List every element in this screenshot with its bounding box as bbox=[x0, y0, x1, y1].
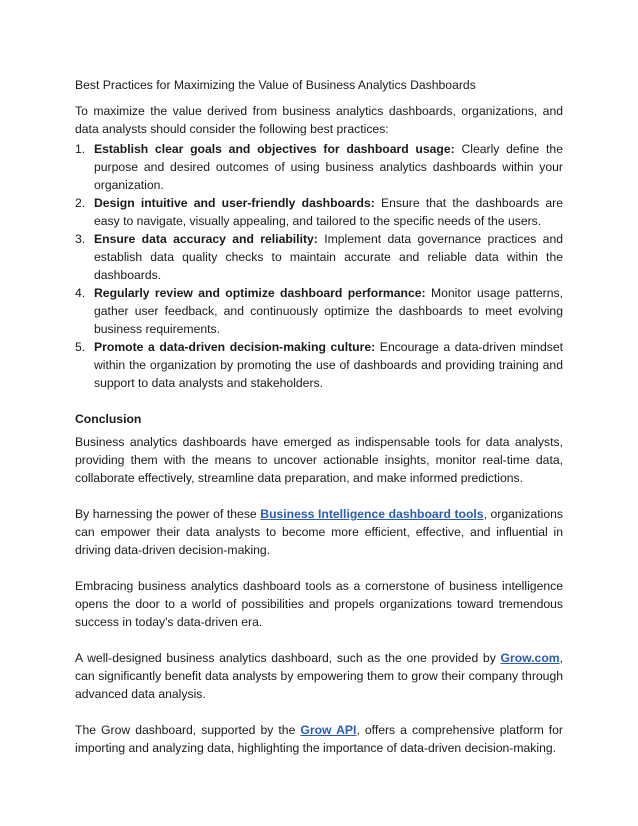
paragraph-text: A well-designed business analytics dashboard, such as the one provided by bbox=[75, 651, 501, 665]
paragraph-text: The Grow dashboard, supported by the bbox=[75, 723, 301, 737]
conclusion-paragraph-1: Business analytics dashboards have emerged as indispensable tools for data analysts, providing them with the means to uncover actionable insights, monitor real-time data, collaborate effectively, streamline data preparation, and make informed predictions. bbox=[75, 435, 563, 485]
list-item bbox=[75, 284, 563, 338]
paragraph-text: , organizations can empower their data analysts to become more efficient, effective, and influential in driving data-driven decision-making. bbox=[75, 507, 563, 557]
document-page bbox=[75, 76, 563, 775]
list-item-text: Ensure that the dashboards are easy to navigate, visually appealing, and tailored to the specific needs of the users. bbox=[94, 196, 564, 228]
list-number: 1. bbox=[75, 142, 86, 156]
conclusion-paragraph-3: Embracing business analytics dashboard tools as a cornerstone of business intelligence opens the door to a world of possibilities and propels organizations toward tremendous success in today's data-driven era. bbox=[75, 579, 563, 629]
list-item bbox=[75, 230, 563, 284]
list-number: 5. bbox=[75, 340, 86, 354]
list-item-title: Ensure data accuracy and reliability: bbox=[94, 232, 318, 246]
best-practices-list bbox=[75, 140, 563, 392]
list-item-text: Monitor usage patterns, gather user feedback, and continuously optimize the dashboards to meet evolving business requirements. bbox=[94, 286, 563, 336]
bi-dashboard-tools-link[interactable]: Business Intelligence dashboard tools bbox=[260, 507, 484, 521]
list-number: 4. bbox=[75, 286, 86, 300]
list-number: 2. bbox=[75, 196, 86, 210]
list-item-text: Encourage a data-driven mindset within the organization by promoting the use of dashboards and providing training and support to data analysts and stakeholders. bbox=[94, 340, 564, 390]
list-item-title: Promote a data-driven decision-making culture: bbox=[94, 340, 376, 354]
intro-paragraph: To maximize the value derived from business analytics dashboards, organizations, and data analysts should consider the following best practices: bbox=[75, 104, 563, 136]
paragraph-text: , offers a comprehensive platform for importing and analyzing data, highlighting the importance of data-driven decision-making. bbox=[75, 723, 563, 755]
conclusion-title: Conclusion bbox=[75, 412, 142, 426]
list-item-title: Design intuitive and user-friendly dashboards: bbox=[94, 196, 375, 210]
list-item bbox=[75, 194, 563, 230]
paragraph-text: , can significantly benefit data analysts by empowering them to grow their company through advanced data analysis. bbox=[75, 651, 563, 701]
conclusion-paragraph-4 bbox=[75, 649, 563, 703]
list-item bbox=[75, 140, 563, 194]
conclusion-paragraph-5 bbox=[75, 721, 563, 757]
list-number: 3. bbox=[75, 232, 86, 246]
paragraph-text: By harnessing the power of these bbox=[75, 507, 261, 521]
grow-com-link[interactable]: Grow.com bbox=[500, 651, 560, 665]
list-item-text: Implement data governance practices and establish data quality checks to maintain accurate and reliable data within the dashboards. bbox=[94, 232, 564, 282]
list-item-text: Clearly define the purpose and desired outcomes of using business analytics dashboards within your organization. bbox=[94, 142, 563, 192]
section-heading: Best Practices for Maximizing the Value of Business Analytics Dashboards bbox=[75, 78, 476, 92]
conclusion-paragraph-2 bbox=[75, 505, 563, 559]
list-item-title: Establish clear goals and objectives for dashboard usage: bbox=[94, 142, 455, 156]
list-item-title: Regularly review and optimize dashboard performance: bbox=[94, 286, 426, 300]
list-item bbox=[75, 338, 563, 392]
grow-api-link[interactable]: Grow API bbox=[300, 723, 357, 737]
